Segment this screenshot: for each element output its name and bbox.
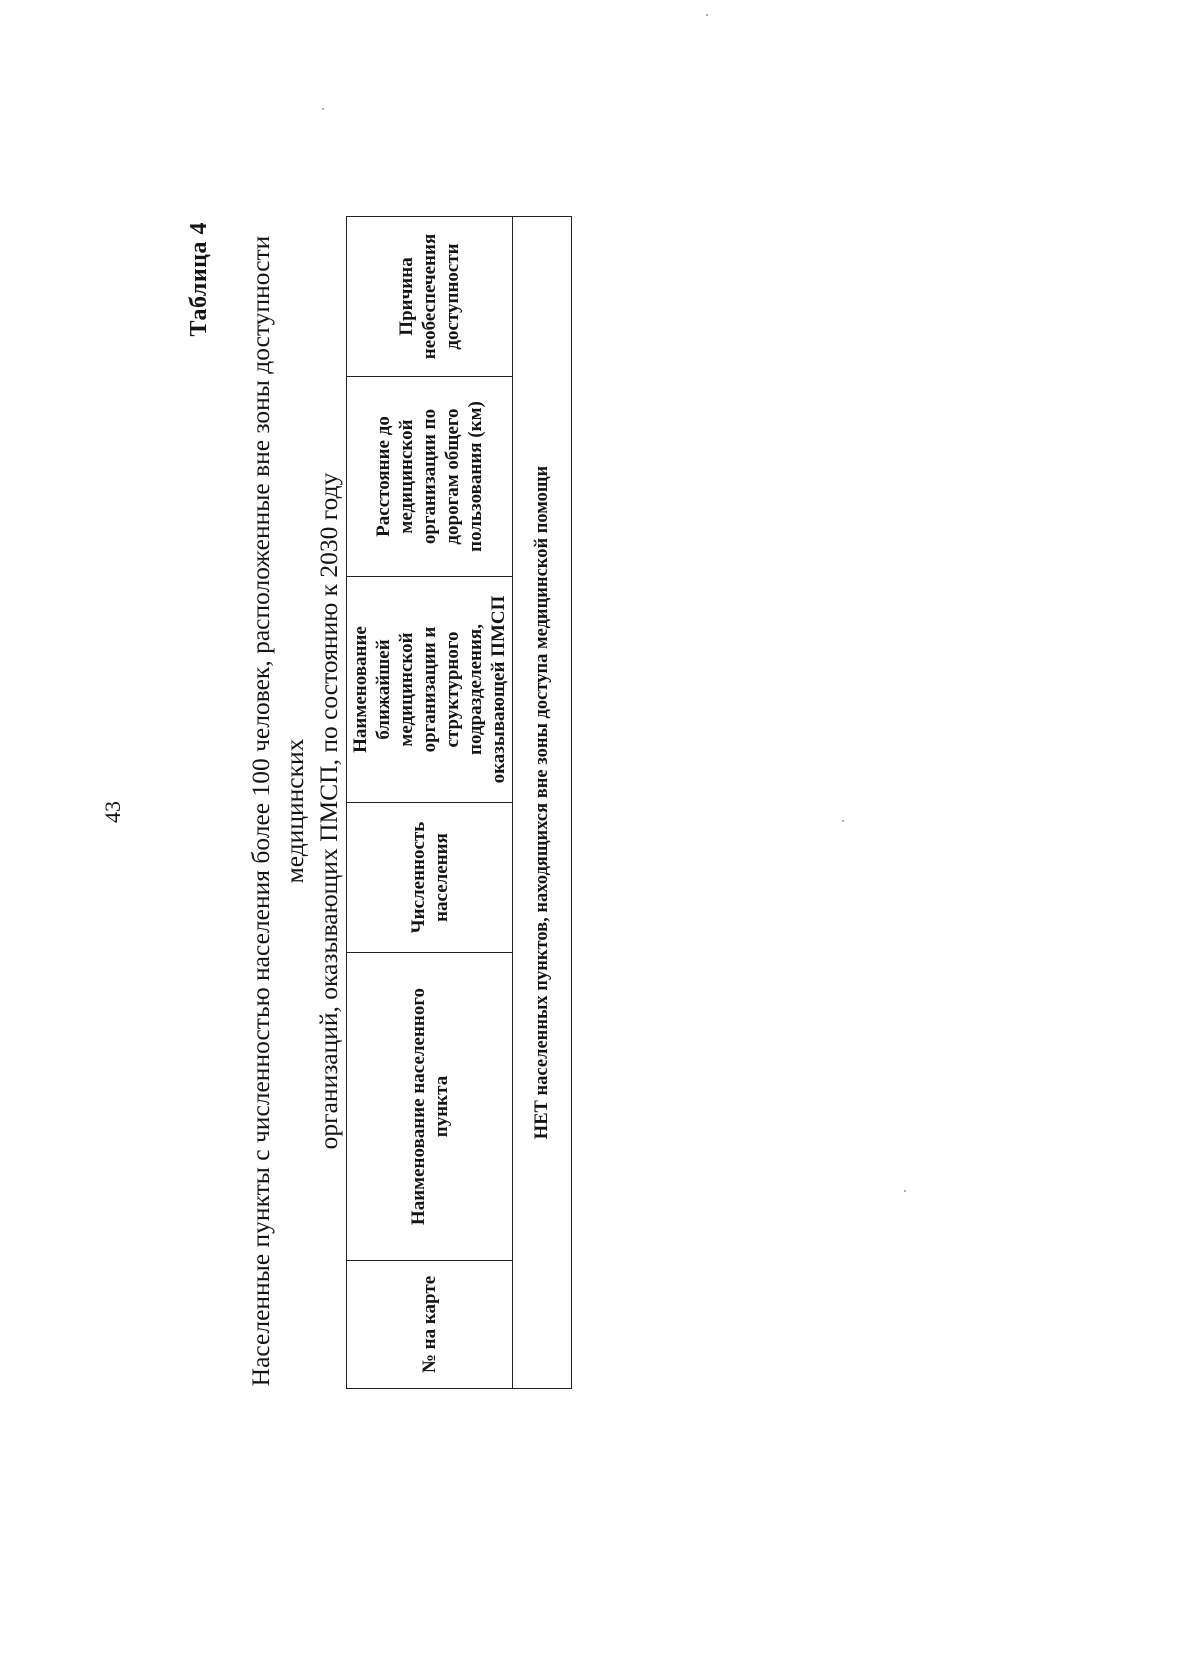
page-number: 43 (100, 801, 125, 823)
caption-line-2: организаций, оказывающих ПМСП, по состоянию к 2030 году (314, 472, 343, 1150)
column-header-distance: Расстояние до медицинской организации по дорогам общего пользования (км) (347, 377, 513, 577)
column-header-nearest-organization: Наименование ближайшей медицинской организации и структурного подразделения, оказывающей ПМСП (347, 577, 513, 803)
table-caption (244, 181, 346, 1441)
column-header-map-number: № на карте (347, 1261, 513, 1389)
column-header-reason: Причина необеспечения доступности (347, 217, 513, 377)
accessibility-table (346, 216, 572, 1389)
scan-speck (322, 108, 324, 110)
column-header-population: Численность населения (347, 803, 513, 953)
scan-speck (842, 820, 844, 822)
caption-line-1: Населенные пункты с численностью населения более 100 человек, расположенные вне зоны доступности медицинских (246, 235, 309, 1387)
column-header-settlement-name: Наименование населенного пункта (347, 953, 513, 1261)
table-note-cell: НЕТ населенных пунктов, находящихся вне зоны доступа медицинской помощи (513, 217, 572, 1389)
table-label: Таблица 4 (186, 222, 212, 337)
table-header-row (347, 217, 513, 1389)
table-row (513, 217, 572, 1389)
scan-speck (904, 1190, 906, 1192)
scan-speck (706, 14, 708, 16)
